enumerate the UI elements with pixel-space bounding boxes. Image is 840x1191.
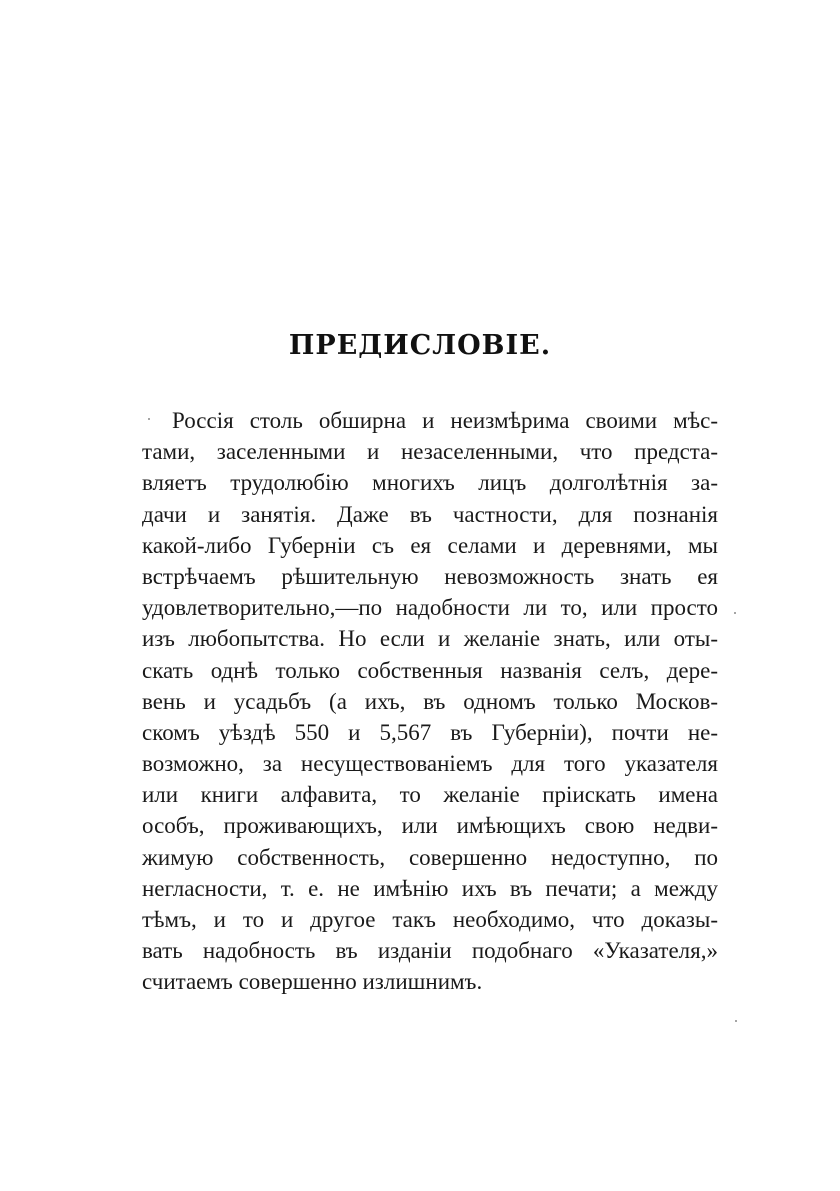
text-line: вень и усадьбъ (а ихъ, въ одномъ только Москов- <box>142 688 718 714</box>
text-line: особъ, проживающихъ, или имѣющихъ свою недви- <box>142 813 718 839</box>
text-line: вляетъ трудолюбію многихъ лицъ долголѣтнія за- <box>142 470 718 496</box>
text-line: Россія столь обширна и неизмѣрима своими мѣс- <box>172 408 718 433</box>
text-line: изъ любопытства. Но если и желаніе знать, или оты- <box>142 626 718 652</box>
print-speck <box>148 418 150 420</box>
text-line: считаемъ совершенно излишнимъ. <box>142 969 483 995</box>
text-line: встрѣчаемъ рѣшительную невозможность знать ея <box>142 563 718 589</box>
text-line: удовлетворительно,—по надобности ли то, или просто <box>142 595 718 621</box>
text-line: тѣмъ, и то и другое такъ необходимо, что доказы- <box>142 907 718 932</box>
text-line: возможно, за несуществованіемъ для того указателя <box>142 751 718 777</box>
text-line: скать однѣ только собственныя названія селъ, дере- <box>142 657 718 683</box>
text-line: дачи и занятія. Даже въ частности, для познанія <box>142 501 718 527</box>
text-line: или книги алфавита, то желаніе пріискать имена <box>142 782 718 808</box>
text-line: тами, заселенными и незаселенными, что предста- <box>142 439 718 465</box>
text-line: жимую собственность, совершенно недоступно, по <box>142 844 718 870</box>
text-line: скомъ уѣздѣ 550 и 5,567 въ Губерніи), почти не- <box>142 719 718 745</box>
text-line: негласности, т. е. не имѣнію ихъ въ печати; а между <box>142 875 718 901</box>
text-line: вать надобность въ изданіи подобнаго «Указателя,» <box>142 938 718 964</box>
print-speck <box>734 612 736 614</box>
preface-paragraph <box>142 405 718 998</box>
print-speck <box>735 1020 737 1022</box>
page-title: ПРЕДИСЛОВІЕ. <box>288 330 552 361</box>
text-line: какой-либо Губерніи съ ея селами и деревнями, мы <box>142 532 718 558</box>
